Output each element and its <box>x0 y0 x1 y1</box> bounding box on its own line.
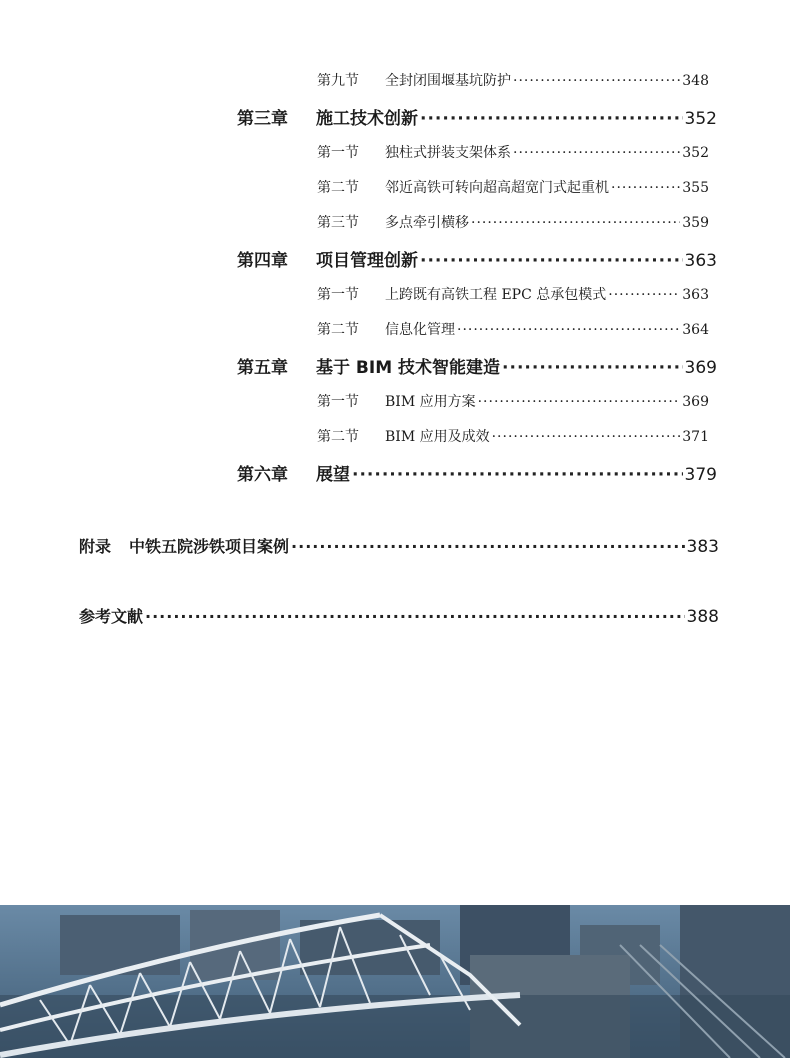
section-label: 第二节 <box>317 180 359 196</box>
page-number: 369 <box>682 394 709 410</box>
chapter-label: 第六章 <box>237 465 288 485</box>
dot-leader <box>478 394 681 410</box>
section-title: 全封闭围堰基坑防护 <box>385 73 511 89</box>
toc-section-4-1[interactable] <box>317 284 709 308</box>
section-label: 第一节 <box>317 394 359 410</box>
chapter-title: 施工技术创新 <box>316 109 418 129</box>
section-label: 第三节 <box>317 215 359 231</box>
toc-chapter-3[interactable] <box>237 104 717 132</box>
page-number: 363 <box>682 287 709 303</box>
page-number: 371 <box>682 429 709 445</box>
dot-leader <box>513 145 680 161</box>
page-number: 388 <box>686 607 719 627</box>
appendix-title: 中铁五院涉铁项目案例 <box>129 537 290 556</box>
toc-chapter-6[interactable] <box>237 460 717 488</box>
dot-leader <box>420 109 683 129</box>
page-number: 352 <box>682 145 709 161</box>
section-label: 第九节 <box>317 73 359 89</box>
page-number: 348 <box>682 73 709 89</box>
toc-chapter-4[interactable] <box>237 246 717 274</box>
toc-section-5-2[interactable] <box>317 426 709 450</box>
dot-leader <box>608 287 680 303</box>
section-title: 多点牵引横移 <box>385 215 469 231</box>
chapter-title: 项目管理创新 <box>316 251 418 271</box>
chapter-title: 展望 <box>316 465 350 485</box>
section-title: BIM 应用方案 <box>385 394 476 410</box>
toc-section-3-1[interactable] <box>317 142 709 166</box>
section-label: 第二节 <box>317 429 359 445</box>
section-label: 第一节 <box>317 145 359 161</box>
toc-section-9[interactable] <box>317 70 709 94</box>
section-title: BIM 应用及成效 <box>385 429 490 445</box>
section-title: 信息化管理 <box>385 322 455 338</box>
appendix-label: 附录 <box>79 537 112 556</box>
chapter-title: 基于 BIM 技术智能建造 <box>316 358 501 378</box>
page-number: 355 <box>682 180 709 196</box>
dot-leader <box>352 465 683 485</box>
toc-section-5-1[interactable] <box>317 391 709 415</box>
chapter-label: 第五章 <box>237 358 288 378</box>
toc-references[interactable] <box>79 604 719 632</box>
dot-leader <box>291 537 685 556</box>
dot-leader <box>471 215 680 231</box>
section-label: 第一节 <box>317 287 359 303</box>
toc-section-3-2[interactable] <box>317 177 709 201</box>
chapter-label: 第三章 <box>237 109 288 129</box>
page-number: 369 <box>684 358 717 378</box>
dot-leader <box>611 180 680 196</box>
steel-truss-bridge-image <box>0 905 790 1058</box>
section-title: 上跨既有高铁工程 EPC 总承包模式 <box>385 287 607 303</box>
dot-leader <box>492 429 681 445</box>
dot-leader <box>145 607 685 626</box>
page-number: 379 <box>684 465 717 485</box>
page-number: 359 <box>682 215 709 231</box>
dot-leader <box>457 322 680 338</box>
toc-chapter-5[interactable] <box>237 353 717 381</box>
page-number: 352 <box>684 109 717 129</box>
page-number: 383 <box>686 537 719 557</box>
toc-section-3-3[interactable] <box>317 212 709 236</box>
dot-leader <box>420 251 683 271</box>
section-title: 独柱式拼装支架体系 <box>385 145 511 161</box>
dot-leader <box>502 358 683 378</box>
dot-leader <box>513 73 680 89</box>
section-label: 第二节 <box>317 322 359 338</box>
section-title: 邻近高铁可转向超高超宽门式起重机 <box>385 180 609 196</box>
toc-section-4-2[interactable] <box>317 319 709 343</box>
references-title: 参考文献 <box>79 607 144 626</box>
toc-appendix[interactable] <box>79 534 719 562</box>
page-number: 363 <box>684 251 717 271</box>
chapter-label: 第四章 <box>237 251 288 271</box>
bridge-photo <box>0 905 790 1058</box>
page-number: 364 <box>682 322 709 338</box>
